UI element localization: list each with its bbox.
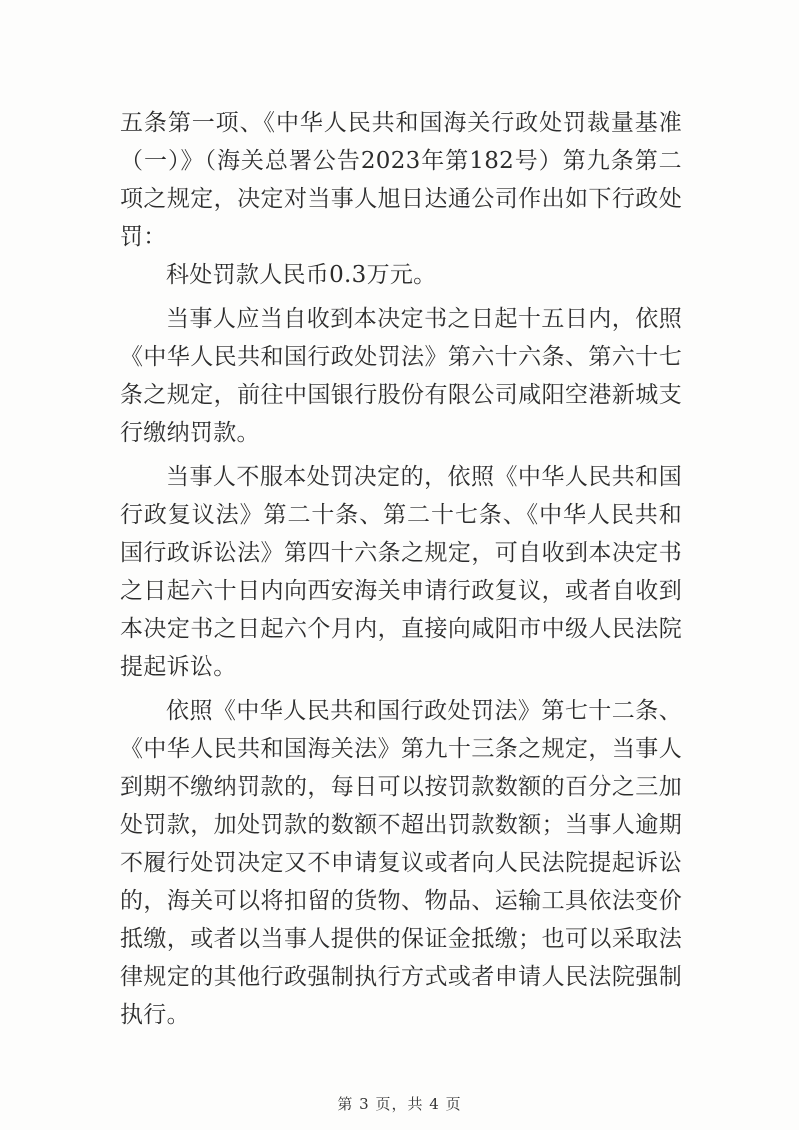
paragraph-fine-amount: 科处罚款人民币0.3万元。: [166, 262, 437, 288]
paragraph-appeal-rights: 当事人不服本处罚决定的，依照《中华人民共和国行政复议法》第二十条、第二十七条、《中华人民共和国行政诉讼法》第四十六条之规定，可自收到本决定书之日起六十日内向西安海关申请行政复议，或者自收到本决定书之日起六个月内，直接向咸阳市中级人民法院提起诉讼。: [120, 464, 682, 680]
page-number: 第 3 页，共 4 页: [337, 1095, 462, 1113]
paragraph-enforcement: 依照《中华人民共和国行政处罚法》第七十二条、《中华人民共和国海关法》第九十三条之规定，当事人到期不缴纳罚款的，每日可以按罚款数额的百分之三加处罚款，加处罚款的数额不超出罚款数额；当事人逾期不履行处罚决定又不申请复议或者向人民法院提起诉讼的，海关可以将扣留的货物、物品、运输工具依法变价抵缴，或者以当事人提供的保证金抵缴；也可以采取法律规定的其他行政强制执行方式或者申请人民法院强制执行。: [120, 698, 682, 1028]
paragraph-penalty-basis: 五条第一项、《中华人民共和国海关行政处罚裁量基准（一）》（海关总署公告2023年第182号）第九条第二项之规定，决定对当事人旭日达通公司作出如下行政处罚：: [120, 110, 682, 250]
page-footer: [0, 1093, 799, 1114]
document-body: [120, 104, 682, 1034]
paragraph-payment-instructions: 当事人应当自收到本决定书之日起十五日内，依照《中华人民共和国行政处罚法》第六十六条、第六十七条之规定，前往中国银行股份有限公司咸阳空港新城支行缴纳罚款。: [120, 306, 682, 446]
